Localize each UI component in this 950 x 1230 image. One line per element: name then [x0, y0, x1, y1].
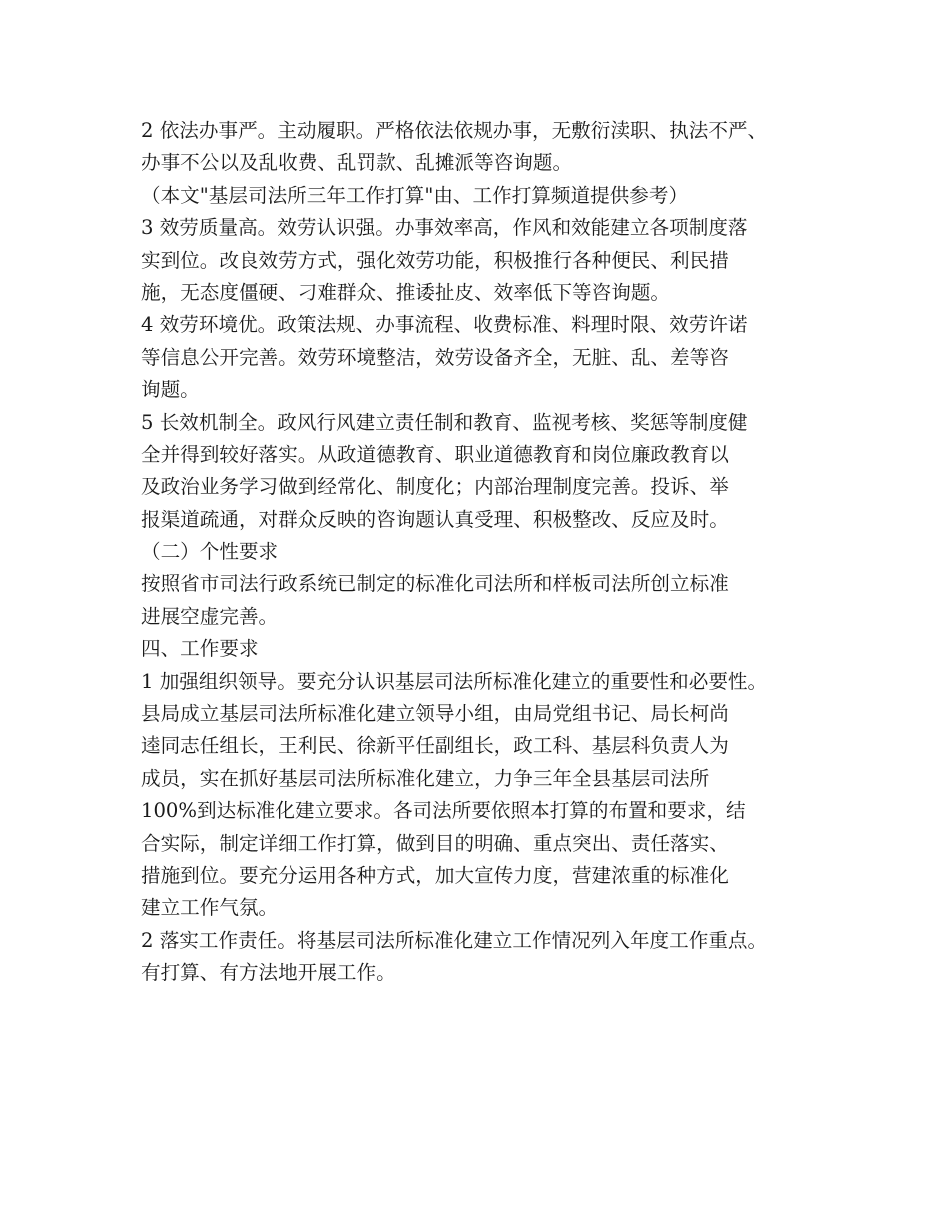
text-line: 等信息公开完善。效劳环境整洁，效劳设备齐全，无脏、乱、差等咨 — [141, 345, 729, 369]
text-line: 实到位。改良效劳方式，强化效劳功能，积极推行各种便民、利民措 — [141, 248, 729, 272]
text-line: 询题。 — [141, 378, 200, 402]
text-line: 按照省市司法行政系统已制定的标准化司法所和样板司法所创立标准 — [141, 572, 729, 596]
text-line: 4 效劳环境优。政策法规、办事流程、收费标准、料理时限、效劳许诺 — [141, 313, 748, 337]
text-line: 1 加强组织领导。要充分认识基层司法所标准化建立的重要性和必要性。 — [141, 669, 768, 693]
text-line: 四、工作要求 — [141, 637, 259, 661]
text-line: 有打算、有方法地开展工作。 — [141, 961, 396, 985]
text-line: 100%到达标准化建立要求。各司法所要依照本打算的布置和要求，结 — [141, 799, 746, 823]
text-line: 建立工作气氛。 — [141, 896, 279, 920]
text-line: 县局成立基层司法所标准化建立领导小组，由局党组书记、局长柯尚 — [141, 702, 729, 726]
text-line: 及政治业务学习做到经常化、制度化；内部治理制度完善。投诉、举 — [141, 475, 729, 499]
text-line: 2 依法办事严。主动履职。严格依法依规办事，无敷衍渎职、执法不严、 — [141, 119, 768, 142]
text-line: 进展空虚完善。 — [141, 604, 279, 628]
text-line: 合实际，制定详细工作打算，做到目的明确、重点突出、责任落实、 — [141, 831, 729, 855]
text-line: 报渠道疏通，对群众反映的咨询题认真受理、积极整改、反应及时。 — [141, 507, 729, 531]
text-line: 施，无态度僵硬、刁难群众、推诿扯皮、效率低下等咨询题。 — [141, 280, 671, 304]
text-line: （本文"基层司法所三年工作打算"由、工作打算频道提供参考） — [141, 183, 689, 207]
text-line: 逵同志任组长，王利民、徐新平任副组长，政工科、基层科负责人为 — [141, 734, 729, 758]
document-body — [141, 115, 831, 990]
text-line: 3 效劳质量高。效劳认识强。办事效率高，作风和效能建立各项制度落 — [141, 216, 748, 240]
text-line: 2 落实工作责任。将基层司法所标准化建立工作情况列入年度工作重点。 — [141, 928, 768, 952]
text-line: 全并得到较好落实。从政道德教育、职业道德教育和岗位廉政教育以 — [141, 442, 729, 466]
text-line: 办事不公以及乱收费、乱罚款、乱摊派等咨询题。 — [141, 151, 573, 175]
text-line: 成员，实在抓好基层司法所标准化建立，力争三年全县基层司法所 — [141, 766, 710, 790]
text-line: 措施到位。要充分运用各种方式，加大宣传力度，营建浓重的标准化 — [141, 863, 729, 887]
text-line: 5 长效机制全。政风行风建立责任制和教育、监视考核、奖惩等制度健 — [141, 410, 748, 434]
text-line: （二）个性要求 — [141, 540, 279, 564]
